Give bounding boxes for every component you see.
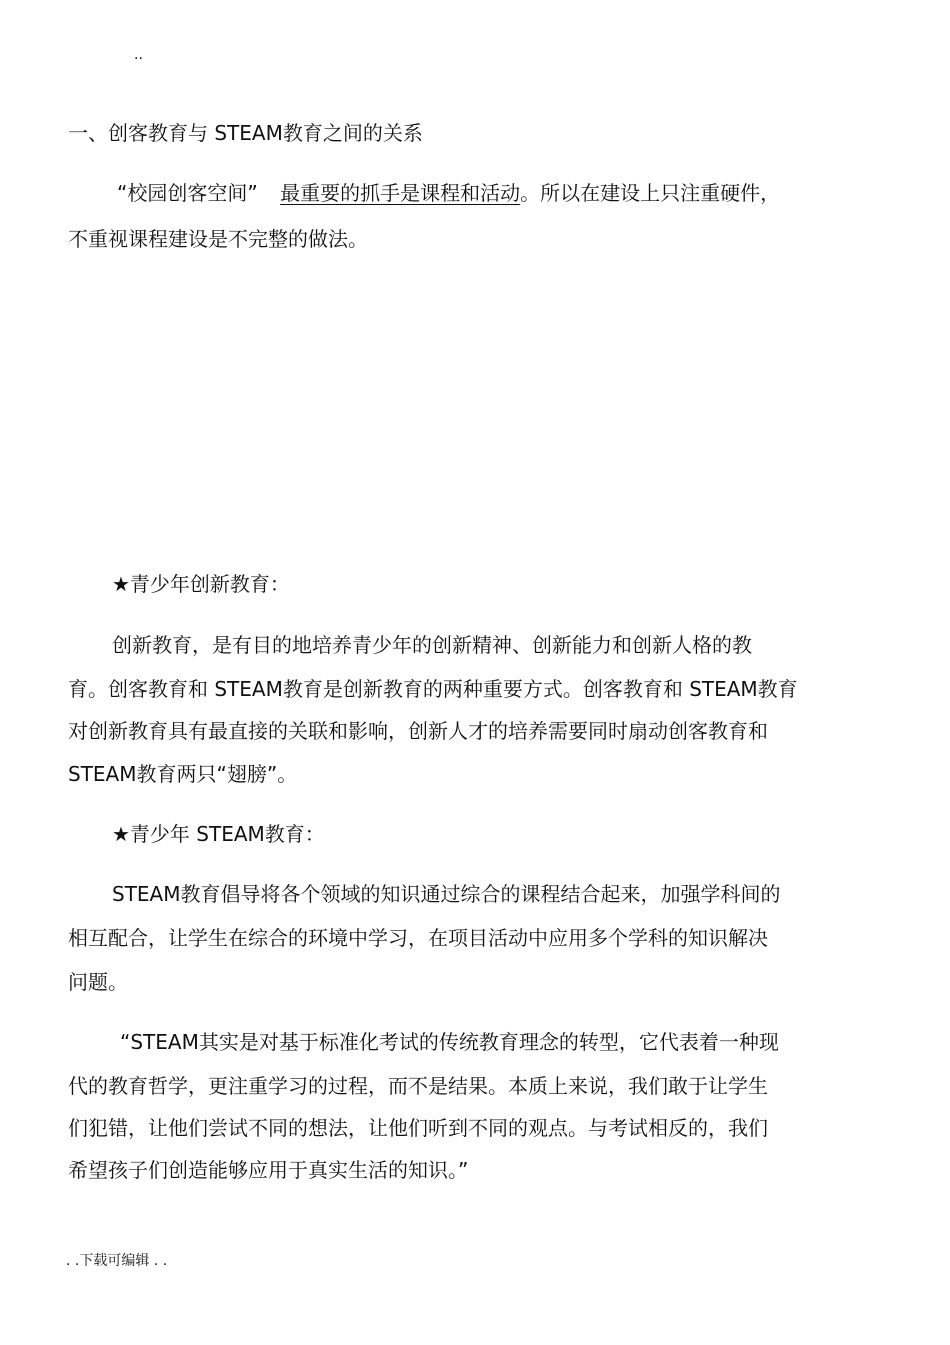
youth-innovation-line: STEAM教育两只“翅膀”。 [68,762,298,786]
footer-text: . .下载可编辑 . . [66,1253,168,1269]
section-heading: 一、创客教育与 STEAM教育之间的关系 [68,121,423,145]
paragraph-1 [117,181,780,205]
youth-steam-line: 问题。 [68,970,128,994]
paragraph-1-rest: 。所以在建设上只注重硬件， [520,181,781,205]
youth-innovation-line: 创新教育，是有目的地培养青少年的创新精神、创新能力和创新人格的教 [112,633,752,657]
quote-line: 们犯错，让他们尝试不同的想法，让他们听到不同的观点。与考试相反的，我们 [68,1116,768,1140]
quote-line: “STEAM其实是对基于标准化考试的传统教育理念的转型，它代表着一种现 [120,1030,779,1054]
quote-line: 希望孩子们创造能够应用于真实生活的知识。” [68,1158,469,1182]
youth-innovation-line: 对创新教育具有最直接的关联和影响，创新人才的培养需要同时扇动创客教育和 [68,719,768,743]
youth-steam-line: 相互配合，让学生在综合的环境中学习，在项目活动中应用多个学科的知识解决 [68,926,768,950]
quote-phrase: “校园创客空间” [117,181,258,205]
quote-line: 代的教育哲学，更注重学习的过程，而不是结果。本质上来说，我们敢于让学生 [68,1074,768,1098]
youth-innovation-heading: ★青少年创新教育： [112,572,290,596]
youth-steam-line: STEAM教育倡导将各个领域的知识通过综合的课程结合起来，加强学科间的 [112,882,781,906]
youth-steam-heading: ★青少年 STEAM教育： [112,822,325,846]
youth-innovation-line: 育。创客教育和 STEAM教育是创新教育的两种重要方式。创客教育和 STEAM教育 [68,677,798,701]
header-mark: .. [134,47,143,63]
underlined-phrase: 最重要的抓手是课程和活动 [280,181,521,205]
paragraph-1-line-2: 不重视课程建设是不完整的做法。 [68,227,368,251]
